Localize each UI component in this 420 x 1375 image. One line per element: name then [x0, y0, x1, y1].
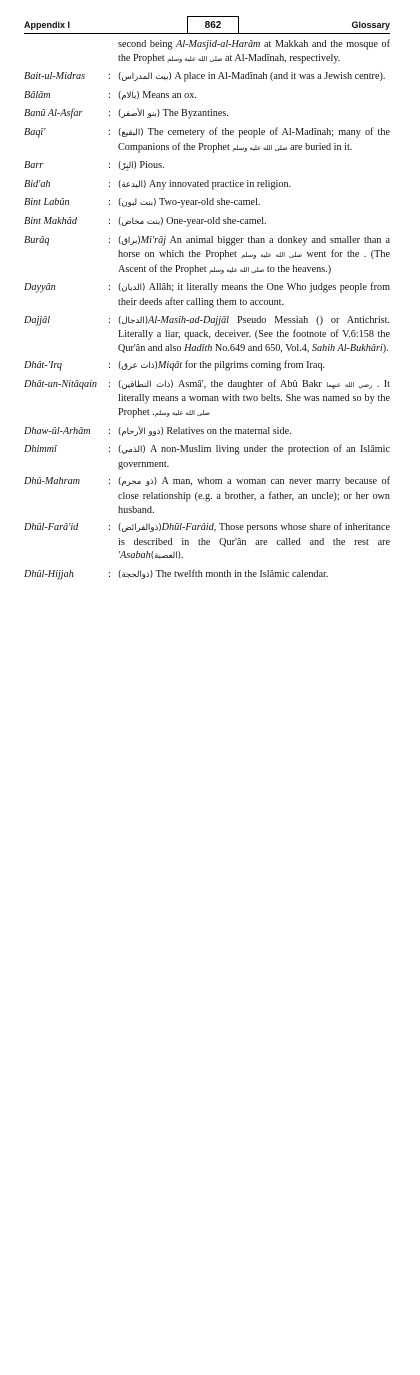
entry-text: The twelfth month in the Islâmic calendar. [153, 569, 329, 580]
entry-text: ) or Antichrist. Literally a liar, quack, deceiver. (See the footnote of V.6:158 the Qur'ân and also [118, 314, 391, 354]
entry-definition [118, 475, 390, 517]
entry-text: Relatives on the maternal side. [163, 425, 292, 437]
entry-arabic: (بيت المدراس) [118, 72, 172, 83]
entry-colon: : [108, 178, 111, 190]
glossary-entry [24, 70, 390, 85]
entry-text: One-year-old she-camel. [163, 215, 267, 227]
entry-arabic: (بنت مخاض) [118, 216, 164, 227]
entry-text: A place in Al-Madînah (and it was a Jewish centre). [171, 71, 386, 83]
glossary-entry [24, 443, 390, 471]
entry-definition [118, 196, 390, 211]
entry-text: A non-Muslim living under the protection of an Islâmic government. [118, 444, 390, 470]
entry-text: . It literally means a woman with two belts. She was named so by the Prophet [118, 378, 390, 419]
entry-salla: صلى الله عليه وسلم [154, 409, 211, 418]
entry-colon: : [108, 126, 111, 138]
entry-arabic: (براق) [118, 235, 141, 246]
glossary-entry [24, 89, 390, 104]
entry-term: Dhât-'Irq [24, 360, 63, 372]
entry-text: ). [382, 342, 389, 354]
running-header [24, 16, 390, 36]
glossary-entry [24, 314, 390, 356]
entry-salla: صلى الله عليه وسلم [241, 251, 303, 260]
entry-italic: Miqât [157, 360, 183, 372]
entry-arabic: (ذات النطاقين) [118, 379, 174, 390]
entry-italic: Al-Masîh-ad-Dajjâl [148, 314, 230, 326]
entry-text: are buried in it. [287, 141, 353, 153]
entry-colon: : [108, 476, 111, 488]
glossary-entry [24, 215, 390, 230]
glossary-entry [24, 196, 390, 211]
glossary-entry [24, 234, 390, 278]
entry-salla: رضي الله عنهما [326, 380, 373, 389]
header-glossary: Glossary [351, 20, 390, 30]
page-number: 862 [187, 16, 239, 34]
entry-arabic: (ذوالفرائض) [118, 523, 162, 534]
entry-text: for the pilgrims coming from Iraq. [182, 360, 326, 372]
entry-text: Any innovated practice in religion. [146, 178, 292, 190]
entry-text: Means an ox. [139, 89, 197, 101]
entry-colon: : [108, 444, 111, 456]
entry-italic: Hadîth [184, 342, 213, 354]
entry-italic: Sahih Al-Bukhâri [311, 342, 383, 354]
entry-text: . (The Ascent of the Prophet [118, 249, 391, 275]
entry-arabic: (الذمي) [118, 445, 146, 456]
entry-colon: : [108, 569, 111, 580]
entry-colon: : [108, 197, 111, 209]
glossary-entry [24, 107, 390, 122]
entry-arabic: (ذو محرم) [118, 477, 158, 488]
entry-text: The Byzantines. [160, 108, 229, 120]
entry-term: Dayyân [24, 282, 56, 294]
entry-definition [118, 159, 390, 174]
entry-definition [118, 425, 390, 440]
entry-italic: 'Asabah [118, 550, 151, 562]
glossary-entry [24, 178, 390, 193]
entry-text: Asmâ', the daughter of Abû Bakr [173, 378, 327, 390]
entry-term: Bâlâm [24, 89, 51, 101]
entry-colon: : [108, 234, 111, 246]
entry-term: Dajjâl [24, 314, 51, 326]
entry-colon: : [108, 282, 111, 294]
entry-definition [118, 215, 390, 230]
entry-colon: : [108, 314, 111, 326]
entry-salla: صلى الله عليه وسلم [209, 265, 265, 274]
entry-colon: : [108, 160, 111, 172]
entry-salla: صلى الله عليه وسلم [232, 143, 288, 152]
entry-term: Dhaw-ûl-Arhâm [24, 425, 91, 437]
entry-arabic: (ذات عرق) [118, 361, 158, 372]
entry-italic: Mi'râj [140, 234, 167, 246]
entry-definition [118, 89, 390, 104]
entry-term: Banû Al-Asfar [24, 108, 83, 120]
entry-term: Bint Makhâd [24, 215, 77, 227]
entry-text: to the heavens.) [264, 263, 332, 275]
page [24, 16, 390, 583]
entry-term: Bait-ul-Midras [24, 71, 86, 83]
entry-definition [118, 178, 390, 193]
entry-term: Dhûl-Hijjah [24, 569, 74, 580]
entry-definition [118, 521, 390, 564]
entry-colon: : [108, 215, 111, 227]
glossary-entry [24, 378, 390, 421]
glossary-entry [24, 359, 390, 374]
entry-arabic: (الديان) [118, 283, 146, 294]
entry-text: Pseudo Messiah ( [229, 314, 320, 326]
entry-arabic: (بنت لبون) [118, 198, 157, 209]
entry-term: Burâq [24, 234, 50, 246]
entry-arabic: (البقيع) [118, 127, 144, 138]
glossary-entry [24, 281, 390, 309]
continuation-text: second being Al-Masjid-al-Harâm at Makkah and the mosque of the Prophet صلى الله عليه وسلم at Al-Madînah, respectively. [118, 39, 390, 64]
entry-definition [118, 126, 390, 155]
header-appendix: Appendix I [24, 20, 71, 30]
entry-term: Bid'ah [24, 178, 51, 190]
entry-text: No.649 and 650, Vol.4, [212, 342, 312, 354]
entry-arabic: (ذوو الأرحام) [118, 426, 164, 437]
entry-definition [118, 70, 390, 85]
entry-colon: : [108, 425, 111, 437]
header-rule [24, 33, 390, 34]
entry-text: and the rest are [309, 536, 391, 548]
entry-arabic: (البدعة) [118, 179, 147, 190]
entry-text: Allâh; it literally means the One Who judges people from their deeds after calling them to account. [118, 282, 390, 308]
entry-italic: Dhûl-Farâid, [161, 522, 217, 534]
entry-text: Two-year-old she-camel. [156, 197, 261, 209]
entry-term: Bint Labûn [24, 197, 70, 209]
glossary-entries [24, 70, 390, 582]
entry-arabic: (بالام) [118, 90, 140, 101]
entry-definition [118, 359, 390, 374]
entry-definition [118, 568, 390, 583]
entry-text: went for the [302, 249, 364, 261]
entry-colon: : [108, 108, 111, 120]
entry-text: An animal bigger than a donkey and smaller than a horse on which the Prophet [118, 234, 390, 261]
entry-definition [118, 281, 390, 309]
glossary-entry [24, 126, 390, 155]
entry-term: Dhû-Mahram [24, 476, 81, 488]
entry-colon: : [108, 360, 111, 372]
entry-definition [118, 314, 390, 356]
entry-definition [118, 443, 390, 471]
entry-definition [118, 234, 390, 278]
entry-colon: : [108, 71, 111, 83]
entry-term: Baqî' [24, 126, 46, 138]
glossary-entry [24, 425, 390, 440]
entry-term: Barr [24, 160, 44, 172]
entry-term: Dhât-un-Nitâqain [24, 378, 98, 390]
glossary-entry [24, 568, 390, 583]
entry-text: Pious. [136, 160, 165, 172]
entry-arabic: (بنو الأصفر) [118, 109, 161, 120]
entry-arabic: (الدجال) [118, 315, 149, 326]
entry-definition [118, 378, 390, 421]
entry-colon: : [108, 89, 111, 101]
entry-term: Dhimmî [24, 444, 57, 456]
glossary-entry [24, 159, 390, 174]
entry-term: Dhûl-Farâ'id [24, 522, 79, 534]
glossary-entry [24, 521, 390, 564]
entry-text: . [152, 407, 155, 419]
entry-arabic: (العصبة) [150, 551, 181, 562]
entry-text: Those persons whose share of inheritance is described in the Qur'ân are called [118, 522, 390, 548]
entry-colon: : [108, 522, 111, 534]
entry-text: The cemetery of the people of Al-Madînah; many of the Companions of the Prophet [118, 126, 390, 153]
glossary-entry [24, 475, 390, 517]
entry-arabic: (ذوالحجة) [118, 570, 154, 580]
entry-text: . [180, 550, 184, 562]
entry-definition [118, 107, 390, 122]
entry-arabic: (البِرّ) [118, 161, 137, 172]
entry-colon: : [108, 378, 111, 390]
entry-text: A man, whom a woman can never marry because of close relationship (e.g. a brother, a father, an uncle); or her own husband. [118, 476, 390, 516]
